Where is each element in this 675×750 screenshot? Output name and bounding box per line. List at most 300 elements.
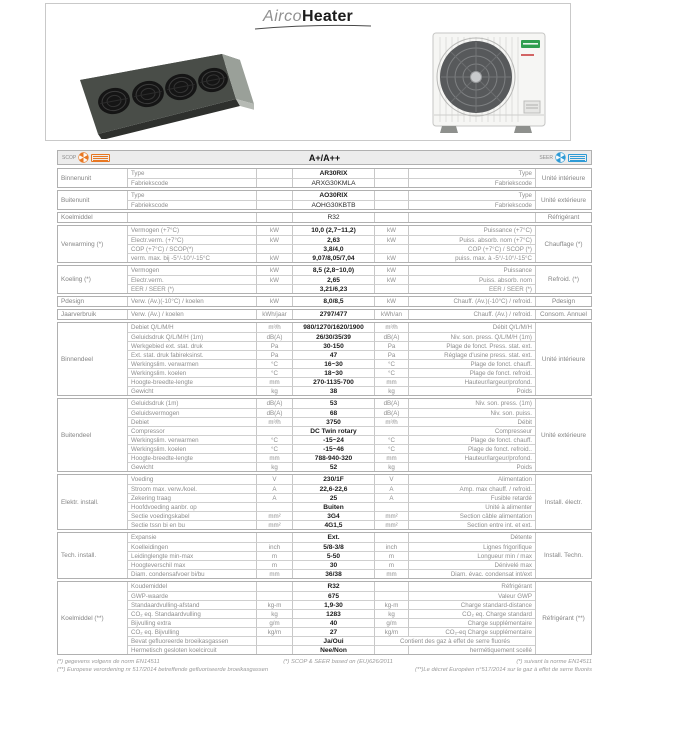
spec-unit-fr: V bbox=[374, 475, 408, 484]
spec-unit-fr: g/m bbox=[374, 618, 408, 627]
spec-label-fr: Alimentation bbox=[408, 475, 535, 484]
spec-unit-nl: kW bbox=[256, 266, 292, 275]
section-category-fr: Unité extérieure bbox=[535, 399, 591, 471]
spec-unit-nl: V bbox=[256, 475, 292, 484]
spec-unit-nl bbox=[256, 533, 292, 542]
spec-label-nl: Gewicht bbox=[128, 386, 256, 395]
spec-unit-nl: °C bbox=[256, 435, 292, 444]
spec-unit-fr: Pa bbox=[374, 341, 408, 350]
spec-section bbox=[57, 532, 592, 579]
spec-unit-nl: °C bbox=[256, 368, 292, 377]
spec-unit-nl bbox=[256, 191, 292, 200]
spec-unit-fr: inch bbox=[374, 542, 408, 551]
spec-unit-fr bbox=[374, 645, 408, 654]
spec-unit-fr: kg bbox=[374, 462, 408, 471]
spec-value: 40 bbox=[292, 618, 374, 627]
logo-swoosh bbox=[253, 23, 373, 31]
spec-label-fr: Débit bbox=[408, 417, 535, 426]
spec-unit-nl: m³/h bbox=[256, 417, 292, 426]
spec-label-fr: Section câble alimentation bbox=[408, 511, 535, 520]
spec-label-fr: Débit Q/L/M/H bbox=[408, 323, 535, 332]
spec-unit-nl bbox=[256, 213, 292, 222]
spec-value: 22,6-22,6 bbox=[292, 484, 374, 493]
spec-label-nl: Verw. (Av.)(-10°C) / koelen bbox=[131, 298, 204, 305]
spec-label-fr: Plage de fonct. refroid. bbox=[408, 368, 535, 377]
spec-value: 675 bbox=[292, 591, 374, 600]
spec-section bbox=[57, 581, 592, 655]
spec-unit-fr: kW bbox=[374, 297, 408, 306]
seer-badge-icon bbox=[568, 154, 587, 162]
spec-value: 47 bbox=[292, 350, 374, 359]
spec-unit-fr: m³/h bbox=[374, 323, 408, 332]
spec-unit-nl: dB(A) bbox=[256, 399, 292, 408]
spec-label-fr: EER / SEER (*) bbox=[408, 284, 535, 293]
spec-section bbox=[57, 190, 592, 210]
spec-unit-fr: °C bbox=[374, 368, 408, 377]
footnote-fr-1: (*) suivant la norme EN14511 bbox=[516, 659, 592, 665]
spec-label-fr: Charge standard-distance bbox=[408, 600, 535, 609]
spec-label-nl: Stroom max. verw./koel. bbox=[128, 484, 256, 493]
spec-label-nl: Verw. (Av.) / koelen bbox=[131, 311, 184, 318]
spec-unit-fr: mm² bbox=[374, 520, 408, 529]
spec-value: DC Twin rotary bbox=[292, 426, 374, 435]
spec-label-nl: Leidinglengte min-max bbox=[128, 551, 256, 560]
spec-label-fr: Dénivelé max bbox=[408, 560, 535, 569]
spec-unit-fr: A bbox=[374, 493, 408, 502]
spec-unit-fr bbox=[374, 533, 408, 542]
spec-section bbox=[57, 474, 592, 530]
spec-label-fr: Niv. son. press. (1m) bbox=[408, 399, 535, 408]
spec-unit-nl: kg/m bbox=[256, 627, 292, 636]
spec-unit-fr: kg/m bbox=[374, 627, 408, 636]
spec-value: 25 bbox=[292, 493, 374, 502]
spec-label-nl: Fabriekscode bbox=[128, 200, 256, 209]
spec-label-fr: Type bbox=[408, 191, 535, 200]
section-category-fr: Réfrigérant bbox=[535, 213, 591, 222]
spec-unit-nl: Pa bbox=[256, 350, 292, 359]
spec-label-nl: Debiet Q/L/M/H bbox=[131, 324, 174, 331]
spec-unit-fr: kg bbox=[374, 609, 408, 618]
spec-label-nl: Ext. stat. druk fabireksinst. bbox=[128, 350, 256, 359]
spec-label-fr: Diam. évac. condensat int/ext bbox=[408, 569, 535, 578]
spec-unit-fr bbox=[374, 284, 408, 293]
spec-label-fr: Plage de fonct. Press. stat. ext. bbox=[408, 341, 535, 350]
spec-label-nl: Diam. condensafvoer bi/bu bbox=[128, 569, 256, 578]
seer-label: SEER bbox=[539, 154, 553, 161]
section-category-nl: Pdesign bbox=[58, 297, 128, 306]
spec-label-fr: Hauteur/largeur/profond. bbox=[408, 377, 535, 386]
spec-unit-fr: kg bbox=[374, 386, 408, 395]
spec-label-nl: Hoogte-breedte-lengte bbox=[128, 377, 256, 386]
spec-label-nl: Voeding bbox=[131, 476, 154, 483]
spec-value: Ext. bbox=[292, 533, 374, 542]
outdoor-unit-image bbox=[428, 27, 556, 141]
spec-label-fr: Puiss. absorb. nom bbox=[408, 275, 535, 284]
spec-unit-nl bbox=[256, 582, 292, 591]
section-category-nl: Binnendeel bbox=[58, 323, 128, 395]
spec-value: 36/38 bbox=[292, 569, 374, 578]
spec-unit-nl: A bbox=[256, 484, 292, 493]
spec-label-nl: Standaardvulling-afstand bbox=[128, 600, 256, 609]
spec-label-nl bbox=[128, 213, 256, 222]
spec-label-nl: Gewicht bbox=[128, 462, 256, 471]
spec-value: 68 bbox=[292, 408, 374, 417]
spec-unit-nl bbox=[256, 645, 292, 654]
spec-label-fr: Charge supplémentaire bbox=[408, 618, 535, 627]
spec-value: R32 bbox=[292, 213, 374, 222]
footnote-row-2 bbox=[57, 667, 592, 673]
spec-unit-fr: kWh/an bbox=[374, 310, 408, 319]
spec-unit-nl: kg-m bbox=[256, 600, 292, 609]
spec-label-fr: Fabriekscode bbox=[408, 200, 535, 209]
spec-unit-fr: kg-m bbox=[374, 600, 408, 609]
spec-table bbox=[57, 168, 592, 655]
energy-rating-value: A+/A++ bbox=[308, 152, 341, 163]
spec-section bbox=[57, 212, 592, 223]
section-category-nl: Buitendeel bbox=[58, 399, 128, 471]
spec-label-fr: CO₂ eq. Charge standard bbox=[408, 609, 535, 618]
spec-value: 788-940-320 bbox=[292, 453, 374, 462]
spec-unit-nl: dB(A) bbox=[256, 408, 292, 417]
spec-value: 10,0 (2,7~11,2) bbox=[292, 226, 374, 235]
spec-label-nl: Koudemiddel bbox=[131, 583, 168, 590]
spec-unit-nl: m bbox=[256, 560, 292, 569]
spec-unit-fr: m bbox=[374, 551, 408, 560]
spec-label-nl: Werkingslim. koelen bbox=[128, 444, 256, 453]
spec-unit-nl bbox=[256, 591, 292, 600]
section-category-fr: Consom. Annuel bbox=[535, 310, 591, 319]
spec-unit-nl bbox=[256, 502, 292, 511]
spec-value: 8,5 (2,8~10,0) bbox=[292, 266, 374, 275]
spec-label-nl: Geluidsdruk (1m) bbox=[131, 400, 179, 407]
spec-unit-fr bbox=[374, 426, 408, 435]
spec-value: 27 bbox=[292, 627, 374, 636]
spec-value: 1283 bbox=[292, 609, 374, 618]
spec-label-nl: Type bbox=[131, 192, 145, 199]
brand-logo-heater: Heater bbox=[301, 8, 353, 25]
spec-value: 3750 bbox=[292, 417, 374, 426]
spec-label-nl: Werkingslim. koelen bbox=[128, 368, 256, 377]
spec-section bbox=[57, 398, 592, 472]
spec-unit-fr: m bbox=[374, 560, 408, 569]
spec-unit-nl: A bbox=[256, 493, 292, 502]
spec-label-nl: Koelleidingen bbox=[128, 542, 256, 551]
spec-unit-nl bbox=[256, 169, 292, 178]
spec-unit-nl: kW bbox=[256, 275, 292, 284]
spec-label-fr: Plage de fonct. chauff. bbox=[408, 435, 535, 444]
spec-value: 16~30 bbox=[292, 359, 374, 368]
spec-value: 3G4 bbox=[292, 511, 374, 520]
spec-label-fr: Type bbox=[408, 169, 535, 178]
spec-unit-nl: mm bbox=[256, 453, 292, 462]
footnote-fr-2: (**)Le décret Européen n°517/2014 sur le gaz à effet de serre fluorés bbox=[415, 667, 592, 673]
spec-value: Buiten bbox=[292, 502, 374, 511]
spec-label-nl: Hoogte-breedte-lengte bbox=[128, 453, 256, 462]
spec-label-nl: Hermetisch gesloten koelcircuit bbox=[128, 645, 256, 654]
spec-unit-fr: mm² bbox=[374, 511, 408, 520]
spec-label-nl: Werkgebied ext. stat. druk bbox=[128, 341, 256, 350]
spec-value: 9,07/8,05/7,04 bbox=[292, 253, 374, 262]
spec-value: 26/30/35/39 bbox=[292, 332, 374, 341]
spec-unit-fr: °C bbox=[374, 444, 408, 453]
spec-label-fr: Unité à alimenter bbox=[408, 502, 535, 511]
spec-value: 980/1270/1620/1900 bbox=[292, 323, 374, 332]
spec-label-nl: Geluidsdruk Q/L/M/H (1m) bbox=[128, 332, 256, 341]
spec-value: 270-1135-700 bbox=[292, 377, 374, 386]
spec-unit-fr: m³/h bbox=[374, 417, 408, 426]
spec-label-fr: CO₂-eq Charge supplémentaire bbox=[408, 627, 535, 636]
section-category-fr: Réfrigérant (**) bbox=[535, 582, 591, 654]
section-category-nl: Elektr. install. bbox=[58, 475, 128, 529]
section-category-fr: Install. électr. bbox=[535, 475, 591, 529]
spec-unit-fr bbox=[374, 502, 408, 511]
spec-unit-nl: inch bbox=[256, 542, 292, 551]
spec-unit-nl: m bbox=[256, 551, 292, 560]
spec-label-nl: Fabriekscode bbox=[128, 178, 256, 187]
spec-unit-nl bbox=[256, 636, 292, 645]
spec-label-nl: Expansie bbox=[131, 534, 157, 541]
spec-value: 2,65 bbox=[292, 275, 374, 284]
spec-value: 1,9-30 bbox=[292, 600, 374, 609]
spec-label-nl: Vermogen bbox=[131, 267, 160, 274]
spec-value: 18~30 bbox=[292, 368, 374, 377]
spec-value: ARXG30KMLA bbox=[292, 178, 374, 187]
spec-unit-nl: kW bbox=[256, 226, 292, 235]
spec-unit-nl: °C bbox=[256, 359, 292, 368]
spec-label-fr: Chauff. (Av.) / refroid. bbox=[408, 310, 535, 319]
spec-value: 2,63 bbox=[292, 235, 374, 244]
spec-label-nl: Vermogen (+7°C) bbox=[131, 227, 180, 234]
header-frame bbox=[45, 3, 571, 141]
spec-unit-nl: kWh/jaar bbox=[256, 310, 292, 319]
spec-label-nl: EER / SEER (*) bbox=[128, 284, 256, 293]
spec-label-fr: Niv. son. puiss. bbox=[408, 408, 535, 417]
spec-unit-nl bbox=[256, 244, 292, 253]
spec-unit-nl: g/m bbox=[256, 618, 292, 627]
spec-section bbox=[57, 309, 592, 320]
spec-unit-fr bbox=[374, 178, 408, 187]
spec-section bbox=[57, 322, 592, 396]
spec-section bbox=[57, 225, 592, 263]
spec-unit-nl bbox=[256, 200, 292, 209]
spec-unit-nl: kg bbox=[256, 609, 292, 618]
spec-label-nl: GWP-waarde bbox=[128, 591, 256, 600]
spec-unit-fr: kW bbox=[374, 275, 408, 284]
spec-content bbox=[57, 150, 592, 673]
spec-label-nl: Electr.verm. bbox=[128, 275, 256, 284]
spec-label-nl: Werkingslim. verwarmen bbox=[128, 359, 256, 368]
spec-label-nl: CO₂ eq. Bijvulling bbox=[128, 627, 256, 636]
spec-unit-nl: mm bbox=[256, 569, 292, 578]
spec-unit-fr: mm bbox=[374, 453, 408, 462]
spec-label-fr: Section entre int. et ext. bbox=[408, 520, 535, 529]
section-category-fr: Chauffage (*) bbox=[535, 226, 591, 262]
spec-value: 30-150 bbox=[292, 341, 374, 350]
spec-label-fr: Hauteur/largeur/profond. bbox=[408, 453, 535, 462]
section-category-fr: Install. Techn. bbox=[535, 533, 591, 578]
spec-label-fr: Amp. max chauff. / refroid. bbox=[408, 484, 535, 493]
scop-label: SCOP bbox=[62, 154, 77, 161]
spec-unit-nl: mm² bbox=[256, 511, 292, 520]
spec-label-nl: Werkingslim. verwarmen bbox=[128, 435, 256, 444]
spec-value: AO30RIX bbox=[292, 191, 374, 200]
section-category-nl: Binnenunit bbox=[58, 169, 128, 187]
spec-value: R32 bbox=[292, 582, 374, 591]
spec-value: -15~46 bbox=[292, 444, 374, 453]
spec-unit-nl: mm² bbox=[256, 520, 292, 529]
spec-unit-fr: mm bbox=[374, 569, 408, 578]
spec-label-fr: puiss. max. à -5°/-10°/-15°C bbox=[408, 253, 535, 262]
spec-value: 52 bbox=[292, 462, 374, 471]
footnote-nl-2: (**) Europese verordening nr 517/2014 betreffende gefluoriseerde broeikasgassen bbox=[57, 667, 269, 673]
footnote-mid-1: (*) SCOP & SEER based on (EU)626/2011 bbox=[283, 659, 393, 665]
spec-unit-fr: mm bbox=[374, 377, 408, 386]
spec-label-nl: Bijvulling extra bbox=[128, 618, 256, 627]
spec-unit-fr: Pa bbox=[374, 350, 408, 359]
spec-unit-fr bbox=[374, 582, 408, 591]
spec-label-fr: Poids bbox=[408, 386, 535, 395]
spec-unit-nl bbox=[256, 284, 292, 293]
spec-unit-nl: kW bbox=[256, 297, 292, 306]
spec-label-nl: Sectie voedingskabel bbox=[128, 511, 256, 520]
spec-label-fr: Poids bbox=[408, 462, 535, 471]
section-category-nl: Buitenunit bbox=[58, 191, 128, 209]
spec-label-fr: Réglage d'usine press. stat. ext. bbox=[408, 350, 535, 359]
indoor-unit-image bbox=[74, 44, 254, 139]
section-category-nl: Jaarverbruik bbox=[58, 310, 128, 319]
spec-label-nl: Bevat gefluoreerde broeikasgassen bbox=[128, 636, 256, 645]
footnote-row-1 bbox=[57, 659, 592, 665]
spec-unit-fr: A bbox=[374, 484, 408, 493]
section-category-nl: Koelmiddel bbox=[58, 213, 128, 222]
spec-label-nl: Sectie tssn bi en bu bbox=[128, 520, 256, 529]
section-category-fr: Pdesign bbox=[535, 297, 591, 306]
section-category-fr: Unité intérieure bbox=[535, 323, 591, 395]
spec-label-nl: COP (+7°C) / SCOP(*) bbox=[128, 244, 256, 253]
spec-value: 5/8-3/8 bbox=[292, 542, 374, 551]
spec-value: 8,0/8,5 bbox=[292, 297, 374, 306]
spec-unit-nl: °C bbox=[256, 444, 292, 453]
spec-label-fr: Valeur GWP bbox=[408, 591, 535, 600]
spec-label-nl: Electr.verm. (+7°C) bbox=[128, 235, 256, 244]
spec-unit-nl bbox=[256, 426, 292, 435]
spec-unit-fr: °C bbox=[374, 435, 408, 444]
section-category-nl: Koeling (*) bbox=[58, 266, 128, 293]
spec-unit-nl: kW bbox=[256, 235, 292, 244]
spec-label-nl: Compressor bbox=[128, 426, 256, 435]
spec-value: 30 bbox=[292, 560, 374, 569]
spec-label-fr: Compresseur bbox=[408, 426, 535, 435]
spec-unit-fr: dB(A) bbox=[374, 399, 408, 408]
spec-value: 2797/477 bbox=[292, 310, 374, 319]
spec-value: 38 bbox=[292, 386, 374, 395]
spec-label-fr: Niv. son. press. Q/L/M/H (1m) bbox=[408, 332, 535, 341]
spec-label-fr: Puissance bbox=[408, 266, 535, 275]
spec-value: 4G1,5 bbox=[292, 520, 374, 529]
spec-label-fr: Fabriekscode bbox=[408, 178, 535, 187]
spec-label-nl: Zekering traag bbox=[128, 493, 256, 502]
spec-label-nl: Debiet bbox=[128, 417, 256, 426]
spec-label-nl: Hoofdvoeding aanbr. op bbox=[128, 502, 256, 511]
spec-unit-fr: dB(A) bbox=[374, 332, 408, 341]
spec-unit-fr: °C bbox=[374, 359, 408, 368]
energy-rating-bar bbox=[57, 150, 592, 165]
spec-value: 5-50 bbox=[292, 551, 374, 560]
spec-unit-fr: kW bbox=[374, 226, 408, 235]
spec-label-fr: Contient des gaz à effet de serre fluorés bbox=[374, 636, 535, 645]
spec-label-fr: Longueur min / max bbox=[408, 551, 535, 560]
spec-label-fr bbox=[408, 213, 535, 222]
spec-section bbox=[57, 296, 592, 307]
spec-label-fr: Plage de fonct. chauff. bbox=[408, 359, 535, 368]
spec-unit-fr bbox=[374, 591, 408, 600]
section-category-nl: Tech. install. bbox=[58, 533, 128, 578]
spec-label-fr: Réfrigérant bbox=[408, 582, 535, 591]
spec-value: AR30RIX bbox=[292, 169, 374, 178]
spec-label-fr: Puiss. absorb. nom (+7°C) bbox=[408, 235, 535, 244]
spec-unit-fr bbox=[374, 244, 408, 253]
spec-unit-fr: kW bbox=[374, 266, 408, 275]
spec-label-nl: Hoogteverschil max bbox=[128, 560, 256, 569]
spec-section bbox=[57, 265, 592, 294]
spec-unit-nl bbox=[256, 178, 292, 187]
spec-unit-fr bbox=[374, 191, 408, 200]
spec-value: 230/1F bbox=[292, 475, 374, 484]
spec-value: Ja/Oui bbox=[292, 636, 374, 645]
spec-value: Nee/Non bbox=[292, 645, 374, 654]
spec-unit-nl: Pa bbox=[256, 341, 292, 350]
spec-label-nl: Type bbox=[131, 170, 145, 177]
spec-label-fr: Fusible retardé bbox=[408, 493, 535, 502]
spec-label-fr: Lignes frigorifique bbox=[408, 542, 535, 551]
spec-section bbox=[57, 168, 592, 188]
spec-unit-fr bbox=[374, 213, 408, 222]
spec-label-nl: Geluidsvermogen bbox=[128, 408, 256, 417]
spec-unit-nl: m³/h bbox=[256, 323, 292, 332]
spec-unit-fr bbox=[374, 200, 408, 209]
footnote-nl-1: (*) gegevens volgens de norm EN14511 bbox=[57, 659, 160, 665]
spec-value: 3,21/6,23 bbox=[292, 284, 374, 293]
spec-label-fr: Puissance (+7°C) bbox=[408, 226, 535, 235]
spec-unit-nl: kg bbox=[256, 462, 292, 471]
section-category-fr: Refroid. (*) bbox=[535, 266, 591, 293]
spec-unit-fr: kW bbox=[374, 235, 408, 244]
spec-value: -15~24 bbox=[292, 435, 374, 444]
brand-logo-airco: Airco bbox=[263, 8, 302, 25]
spec-label-fr: Chauff. (Av.)(-10°C) / refroid. bbox=[408, 297, 535, 306]
spec-unit-nl: dB(A) bbox=[256, 332, 292, 341]
spec-unit-fr bbox=[374, 169, 408, 178]
footnotes bbox=[57, 659, 592, 673]
spec-unit-nl: kg bbox=[256, 386, 292, 395]
spec-value: AOHG30KBTB bbox=[292, 200, 374, 209]
spec-label-nl: CO₂ eq. Standaardvulling bbox=[128, 609, 256, 618]
section-category-fr: Unité intérieure bbox=[535, 169, 591, 187]
spec-label-nl: verm. max. bij -5°/-10°/-15°C bbox=[128, 253, 256, 262]
spec-unit-nl: mm bbox=[256, 377, 292, 386]
spec-label-fr: Détente bbox=[408, 533, 535, 542]
section-category-nl: Koelmiddel (**) bbox=[58, 582, 128, 654]
spec-value: 3,8/4,0 bbox=[292, 244, 374, 253]
section-category-nl: Verwarming (*) bbox=[58, 226, 128, 262]
spec-unit-fr: kW bbox=[374, 253, 408, 262]
spec-label-fr: hermétiquement scellé bbox=[408, 645, 535, 654]
spec-label-fr: COP (+7°C) / SCOP (*) bbox=[408, 244, 535, 253]
spec-label-fr: Plage de fonct. refroid.. bbox=[408, 444, 535, 453]
spec-unit-fr: dB(A) bbox=[374, 408, 408, 417]
spec-value: 53 bbox=[292, 399, 374, 408]
section-category-fr: Unité extérieure bbox=[535, 191, 591, 209]
